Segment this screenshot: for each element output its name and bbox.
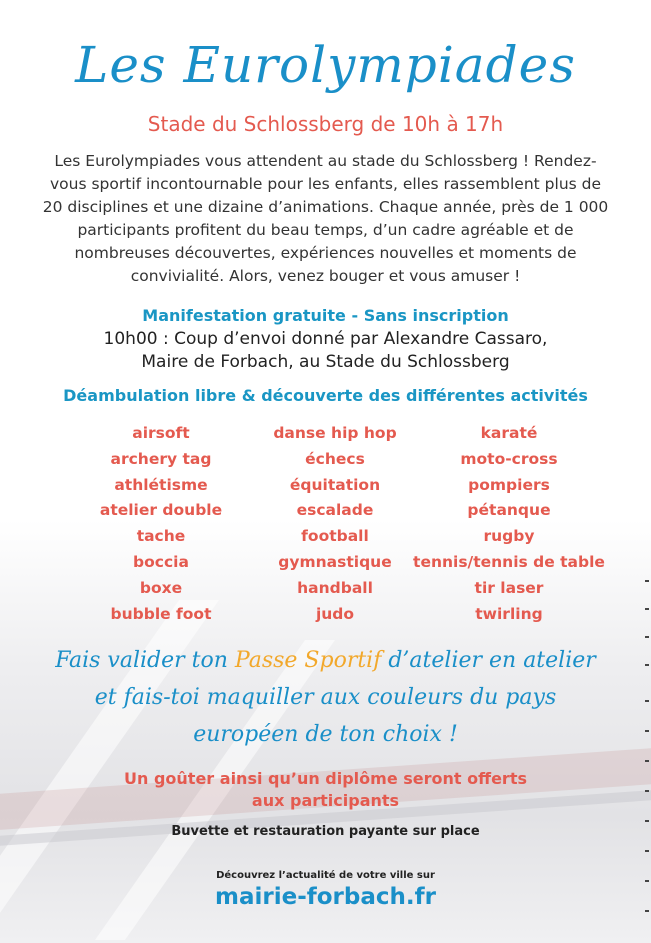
intro-paragraph: Les Eurolympiades vous attendent au stade du Schlossberg ! Rendez-vous sportif incontournable pour les enfants, elles rassemblent plus de 20 disciplines et une dizaine d’animations. Chaque année, près de 1 000 participants profitent du beau temps, d’un cadre agréable et de nombreuses découvertes, expériences nouvelles et moments de convivialité. Alors, venez bouger et vous amuser ! [42,152,609,285]
venue-hours: Stade du Schlossberg de 10h à 17h [147,112,504,136]
passe-line-2: et fais-toi maquiller aux couleurs du pays [94,685,557,710]
activity-item: tennis/tennis de table [413,552,605,571]
passe-line-1-start: Fais valider ton [55,648,235,673]
activity-item: rugby [483,527,535,546]
passe-sportif-message [0,642,651,753]
activity-item: archery tag [110,449,212,468]
activity-item: handball [297,578,373,597]
passe-line-3: européen de ton choix ! [193,722,458,747]
activity-item: karaté [480,424,538,442]
activity-item: boxe [139,578,183,597]
passe-line-1-end: d’atelier en atelier [381,648,596,673]
activity-item: twirling [475,604,543,623]
activity-item: gymnastique [278,552,392,571]
kickoff-line-1: 10h00 : Coup d’envoi donné par Alexandre Cassaro, [103,329,548,349]
website-link[interactable]: mairie-forbach.fr [215,884,436,910]
snack-line-2: aux participants [251,791,400,810]
activities-column-3 [409,421,609,627]
snack-diploma-notice [0,768,651,812]
snack-line-1: Un goûter ainsi qu’un diplôme seront offerts [124,769,527,788]
activity-item: bubble foot [110,604,212,623]
activity-item: moto-cross [460,449,558,468]
activities-column-2 [235,421,435,627]
discover-caption: Découvrez l’actualité de votre ville sur [216,870,435,881]
passe-line-1 [0,642,651,679]
activity-item: tir laser [474,578,544,597]
activity-item: danse hip hop [273,424,397,442]
activity-item: football [301,527,369,546]
activity-item: pompiers [468,475,550,494]
activity-item: boccia [133,552,189,571]
activity-item: athlétisme [114,475,208,494]
activity-item: pétanque [467,501,551,520]
kickoff-text [0,328,651,374]
activities-column-1 [61,421,261,627]
page-title: Les Eurolympiades [75,36,576,94]
page-edge-marks [643,580,649,930]
passe-sportif-highlight: Passe Sportif [234,648,382,673]
activity-item: escalade [296,501,374,520]
activity-item: airsoft [132,424,190,442]
activity-item: atelier double [99,501,223,520]
activity-item: échecs [305,449,365,468]
activity-item: judo [315,604,355,623]
activities-heading: Déambulation libre & découverte des différentes activités [63,386,588,405]
activity-item: équitation [289,475,381,494]
free-entry-heading: Manifestation gratuite - Sans inscription [142,306,509,325]
kickoff-line-2: Maire de Forbach, au Stade du Schlossberg [141,352,510,372]
activity-item: tache [136,527,186,546]
refreshments-notice: Buvette et restauration payante sur place [171,824,480,839]
